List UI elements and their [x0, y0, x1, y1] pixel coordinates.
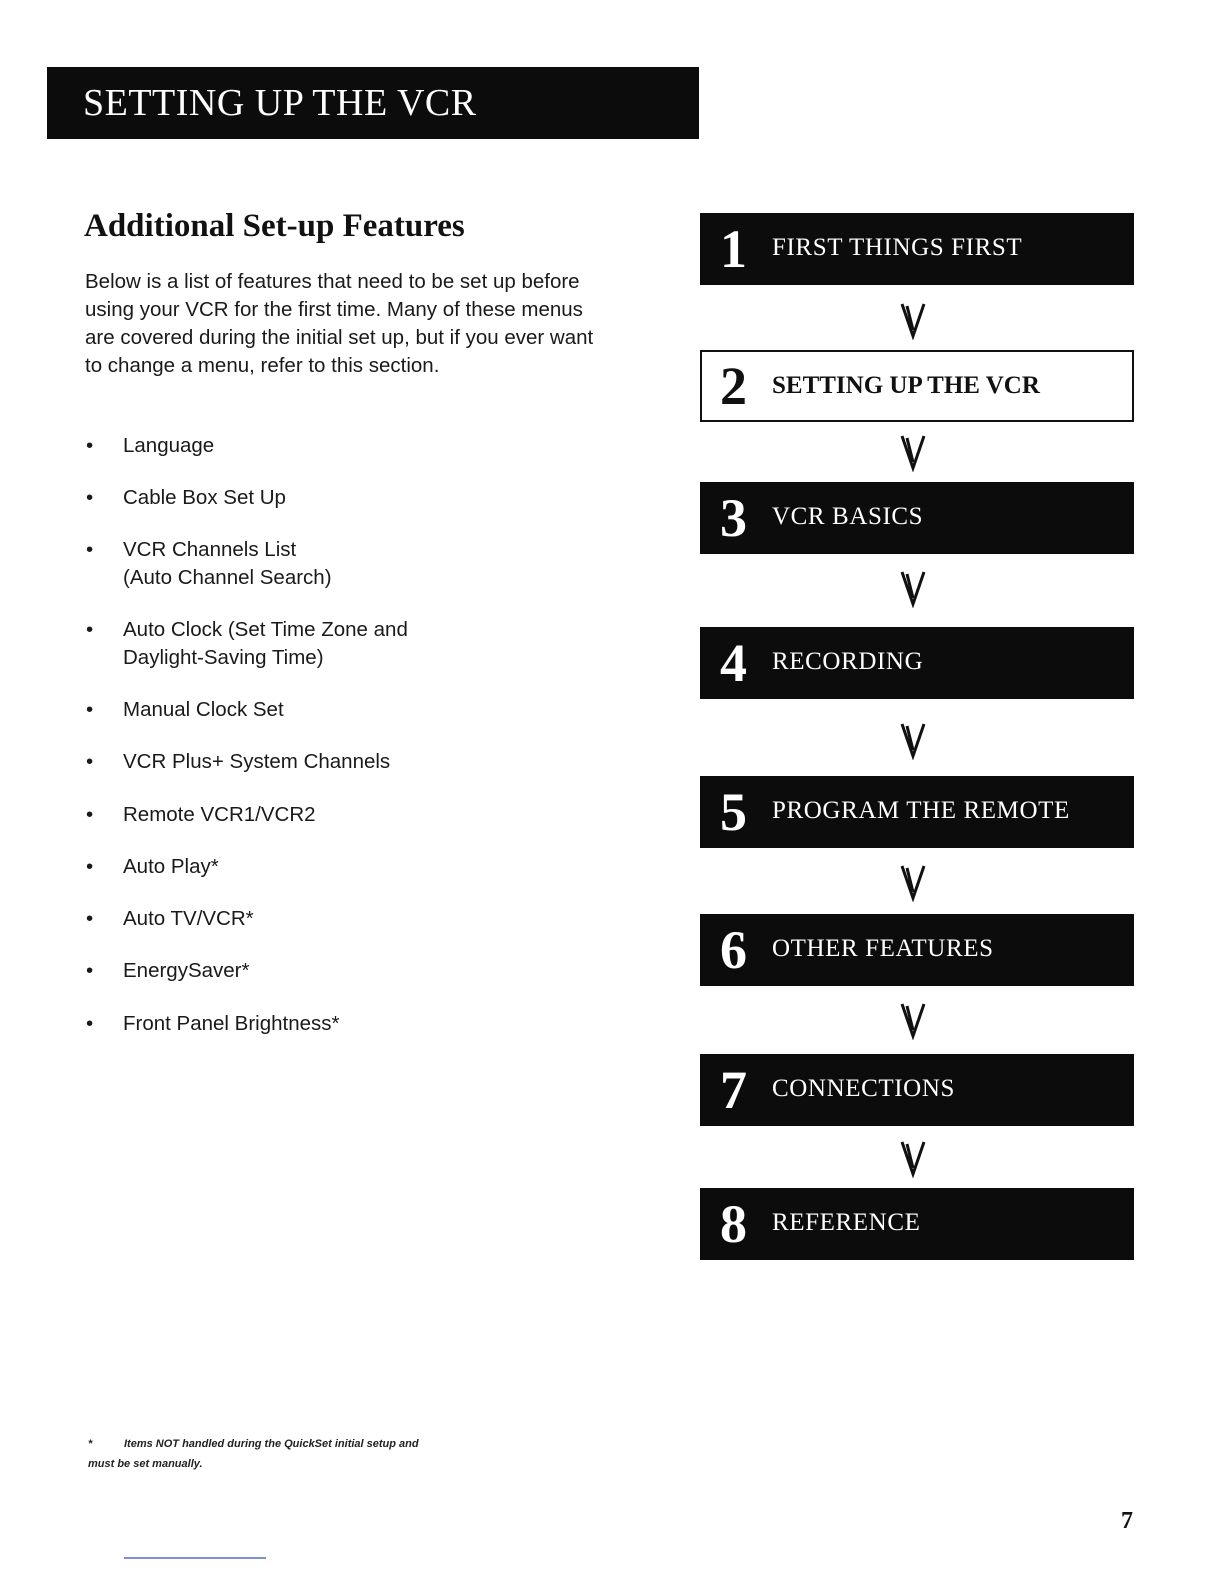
bullet-icon: •: [86, 855, 94, 878]
step-number: 7: [720, 1060, 747, 1120]
step-number: 2: [720, 356, 747, 416]
down-arrow-icon: [898, 1138, 928, 1178]
step-label: VCR BASICS: [772, 503, 924, 530]
down-arrow-icon: [898, 720, 928, 760]
down-arrow-icon: [898, 432, 928, 472]
bullet-icon: •: [86, 434, 94, 457]
bullet-icon: •: [86, 750, 94, 773]
page-title: SETTING UP THE VCR: [83, 82, 477, 124]
step-first-things-first: [700, 213, 1134, 285]
intro-paragraph: Below is a list of features that need to be set up before using your VCR for the first time. Many of these menus are covered during the initial set up, but if you ever want to change a menu, refer to this section.: [85, 270, 594, 377]
step-number: 8: [720, 1194, 747, 1254]
bullet-icon: •: [86, 907, 94, 930]
step-label: FIRST THINGS FIRST: [772, 234, 1023, 261]
step-number: 4: [720, 633, 747, 693]
step-label: REFERENCE: [772, 1209, 921, 1236]
step-vcr-basics: [700, 482, 1134, 554]
bullet-icon: •: [86, 803, 94, 826]
footnote: [88, 1434, 428, 1474]
feature-label: VCR Plus+ System Channels: [123, 750, 391, 773]
bullet-icon: •: [86, 698, 94, 721]
header-bar: [47, 67, 699, 139]
feature-label: Front Panel Brightness*: [123, 1012, 340, 1035]
footnote-text: Items NOT handled during the QuickSet initial setup and must be set manually.: [88, 1438, 419, 1470]
step-recording: [700, 627, 1134, 699]
down-arrow-icon: [898, 300, 928, 340]
step-setting-up-the-vcr: [700, 350, 1134, 422]
step-label: CONNECTIONS: [772, 1075, 955, 1102]
step-label: PROGRAM THE REMOTE: [772, 797, 1070, 824]
divider: [124, 1557, 266, 1559]
step-number: 3: [720, 488, 747, 548]
feature-label: Auto TV/VCR*: [123, 907, 254, 930]
step-label: RECORDING: [772, 648, 924, 675]
bullet-icon: •: [86, 486, 94, 509]
feature-sublabel: (Auto Channel Search): [123, 566, 332, 589]
bullet-icon: •: [86, 618, 94, 641]
bullet-icon: •: [86, 959, 94, 982]
step-number: 6: [720, 920, 747, 980]
footnote-symbol: *: [88, 1438, 93, 1450]
step-reference: [700, 1188, 1134, 1260]
feature-sublabel: Daylight-Saving Time): [123, 646, 324, 669]
step-program-the-remote: [700, 776, 1134, 848]
page-number: 7: [1121, 1508, 1133, 1534]
down-arrow-icon: [898, 862, 928, 902]
feature-label: VCR Channels List: [123, 538, 297, 561]
feature-label: Cable Box Set Up: [123, 486, 286, 509]
feature-label: Language: [123, 434, 215, 457]
step-label: OTHER FEATURES: [772, 935, 994, 962]
bullet-icon: •: [86, 538, 94, 561]
feature-label: Manual Clock Set: [123, 698, 284, 721]
feature-label: Auto Play*: [123, 855, 219, 878]
bullet-icon: •: [86, 1012, 94, 1035]
feature-label: Auto Clock (Set Time Zone and: [123, 618, 408, 641]
section-heading: Additional Set-up Features: [84, 208, 465, 244]
step-number: 1: [720, 219, 747, 279]
feature-label: Remote VCR1/VCR2: [123, 803, 316, 826]
down-arrow-icon: [898, 568, 928, 608]
step-label: SETTING UP THE VCR: [772, 372, 1040, 399]
step-number: 5: [720, 782, 747, 842]
feature-label: EnergySaver*: [123, 959, 250, 982]
step-connections: [700, 1054, 1134, 1126]
down-arrow-icon: [898, 1000, 928, 1040]
step-other-features: [700, 914, 1134, 986]
